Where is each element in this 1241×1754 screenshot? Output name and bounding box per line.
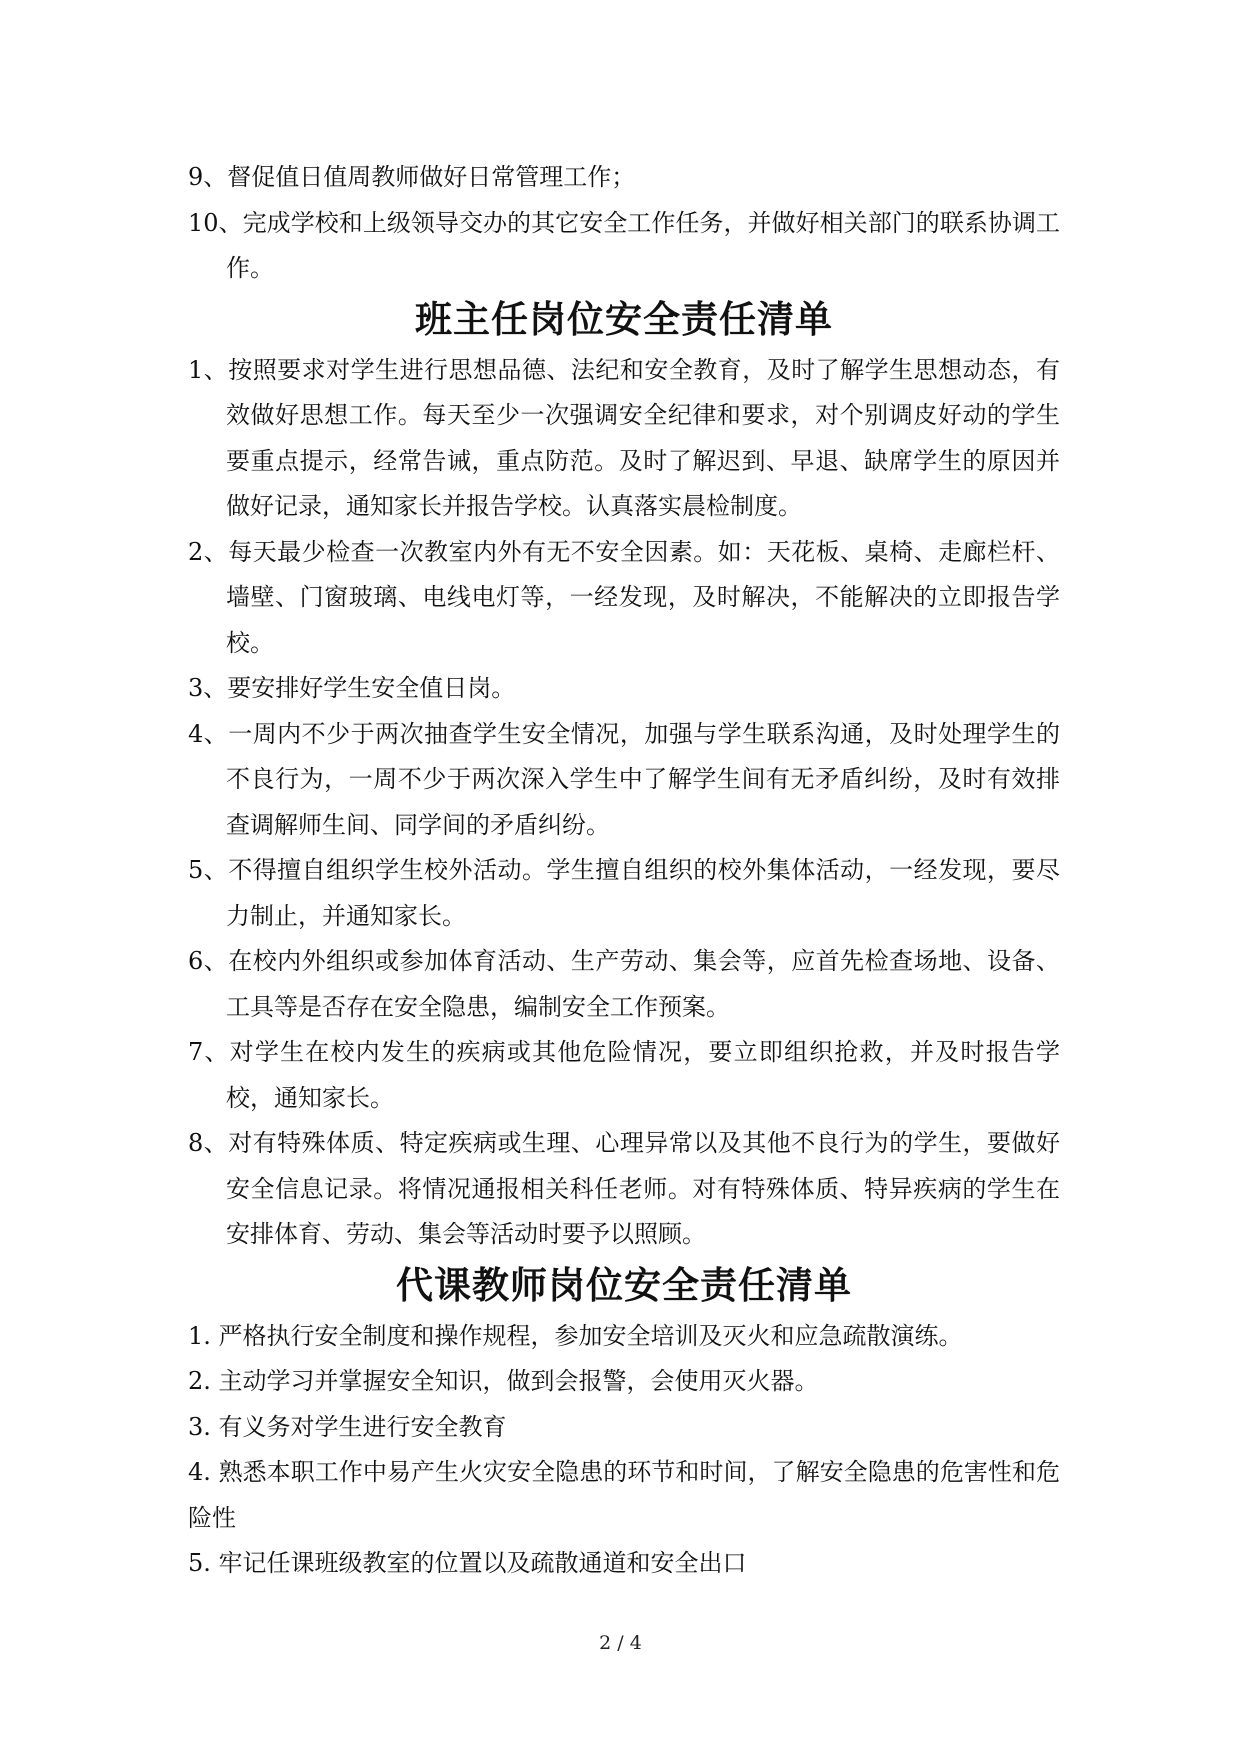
top-item-10: 10、完成学校和上级领导交办的其它安全工作任务，并做好相关部门的联系协调工作。 [188,208,1060,282]
page-number: 2 / 4 [599,1632,642,1654]
section1-item-1: 1、按照要求对学生进行思想品德、法纪和安全教育，及时了解学生思想动态，有效做好思想工作。每天至少一次强调安全纪律和要求，对个别调皮好动的学生要重点提示，经常告诫，重点防范。及时了解迟到、早退、缺席学生的原因并做好记录，通知家长并报告学校。认真落实晨检制度。 [188,355,1060,520]
section-title-substitute-teacher: 代课教师岗位安全责任清单 [396,1263,852,1307]
section1-item-6: 6、在校内外组织或参加体育活动、生产劳动、集会等，应首先检查场地、设备、工具等是否存在安全隐患，编制安全工作预案。 [188,947,1060,1021]
section2-item-5: 5. 牢记任课班级教室的位置以及疏散通道和安全出口 [188,1549,747,1577]
section1-item-7: 7、对学生在校内发生的疾病或其他危险情况，要立即组织抢救，并及时报告学校，通知家长。 [188,1038,1060,1112]
section2-item-2: 2. 主动学习并掌握安全知识，做到会报警，会使用灭火器。 [188,1367,819,1395]
section2-item-3: 3. 有义务对学生进行安全教育 [188,1412,507,1441]
section-title-head-teacher: 班主任岗位安全责任清单 [415,297,833,341]
section1-item-2: 2、每天最少检查一次教室内外有无不安全因素。如：天花板、桌椅、走廊栏杆、墙壁、门窗玻璃、电线电灯等，一经发现，及时解决，不能解决的立即报告学校。 [188,537,1060,657]
section2-item-4: 4. 熟悉本职工作中易产生火灾安全隐患的环节和时间，了解安全隐患的危害性和危险性 [188,1458,1060,1532]
section2-item-1: 1. 严格执行安全制度和操作规程，参加安全培训及灭火和应急疏散演练。 [188,1321,963,1350]
section1-item-4: 4、一周内不少于两次抽查学生安全情况，加强与学生联系沟通，及时处理学生的不良行为，一周不少于两次深入学生中了解学生间有无矛盾纠纷，及时有效排查调解师生间、同学间的矛盾纠纷。 [188,719,1060,839]
top-item-9: 9、督促值日值周教师做好日常管理工作； [188,163,636,191]
document-content [188,155,1060,1587]
section1-item-3: 3、要安排好学生安全值日岗。 [188,674,516,702]
section1-item-5: 5、不得擅自组织学生校外活动。学生擅自组织的校外集体活动，一经发现，要尽力制止，并通知家长。 [188,856,1060,930]
section1-item-8: 8、对有特殊体质、特定疾病或生理、心理异常以及其他不良行为的学生，要做好安全信息记录。将情况通报相关科任老师。对有特殊体质、特异疾病的学生在安排体育、劳动、集会等活动时要予以照顾。 [188,1129,1060,1248]
